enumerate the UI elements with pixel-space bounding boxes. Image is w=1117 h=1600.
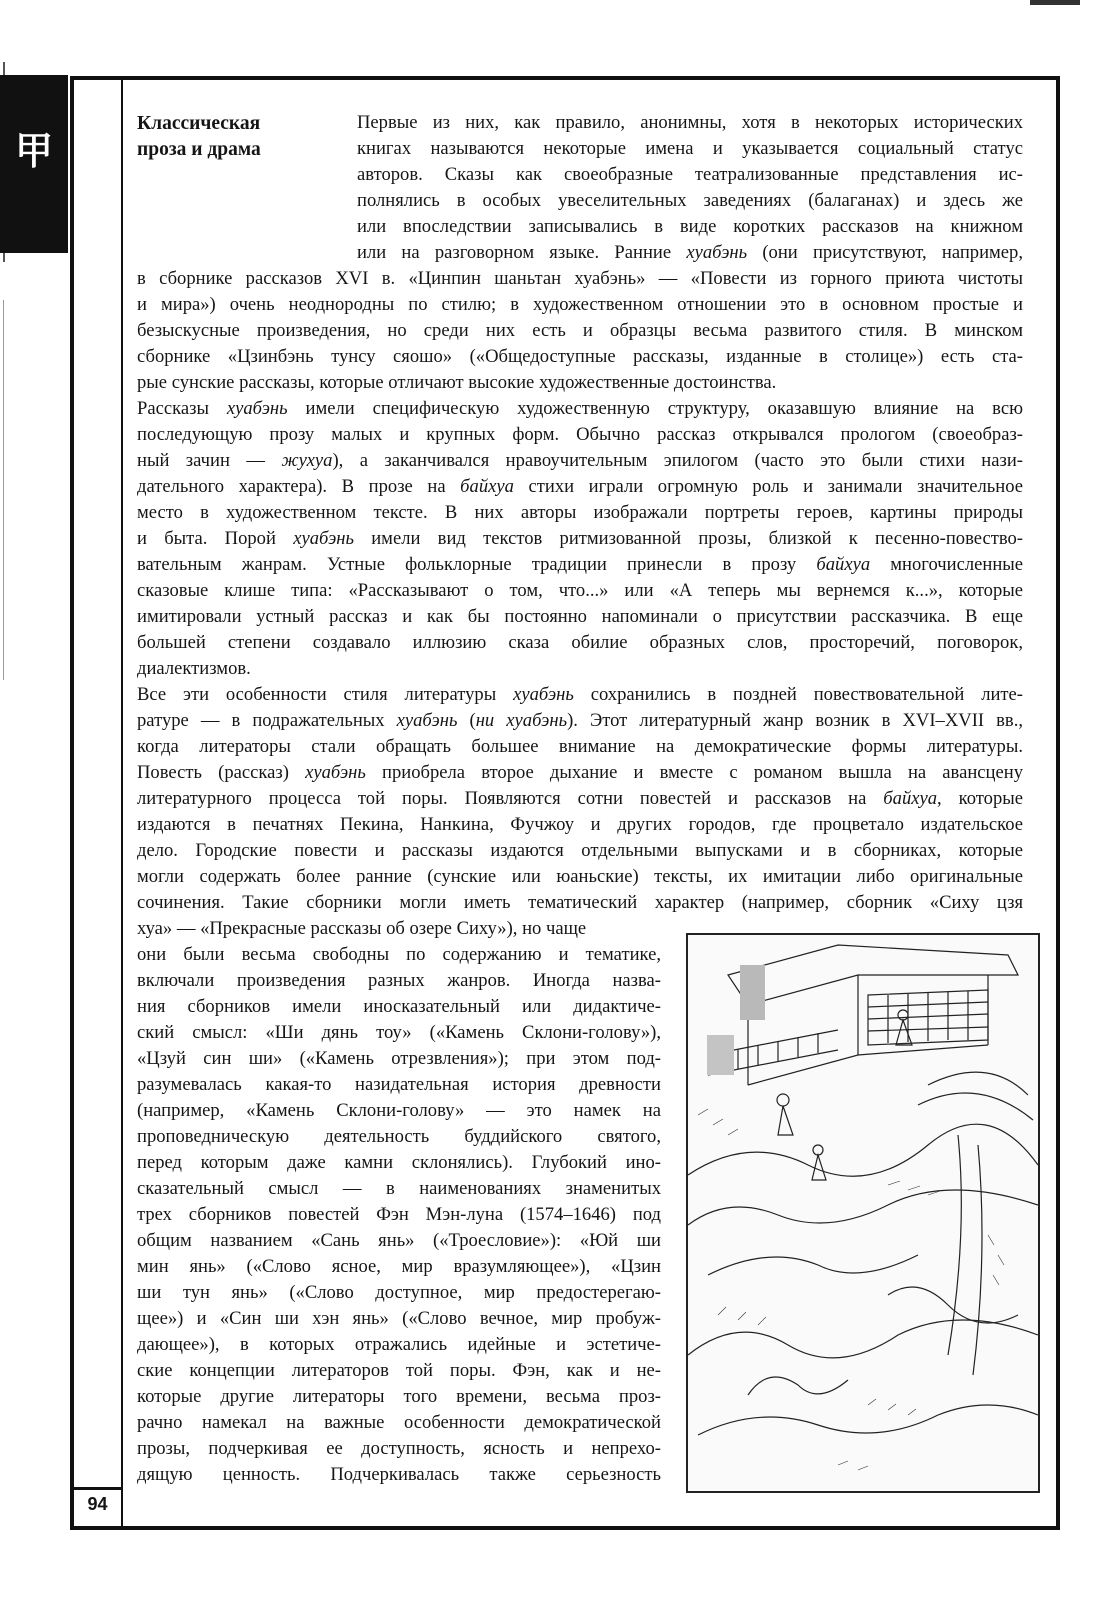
text-line: ский смысл: «Ши дянь тоу» («Камень Склони-голову»), (137, 1022, 661, 1043)
text-line: щее») и «Син ши хэн янь» («Слово вечное, мир пробуж- (137, 1308, 661, 1329)
text-line: (например, «Камень Склони-голову» — это намек на (137, 1100, 661, 1121)
text-line: разумевалась какая-то назидательная история древности (137, 1074, 661, 1095)
text-line: имитировали устный рассказ и как бы постоянно напоминали о присутствии рассказчика. В еще (137, 606, 1023, 627)
section-heading-line: Классическая (137, 113, 261, 134)
text-line: включали произведения разных жанров. Иногда назва- (137, 970, 661, 991)
text-line: «Цзуй син ши» («Камень отрезвления»); при этом под- (137, 1048, 661, 1069)
text-line: издаются в печатнях Пекина, Нанкина, Фучжоу и других городов, где процветало издательское (137, 814, 1023, 835)
text-line: дательного характера). В прозе на байхуа стихи играли огромную роль и занимали значительное (137, 476, 1023, 497)
text-line: мин янь» («Слово ясное, мир вразумляющее»), «Цзин (137, 1256, 661, 1277)
text-line: полнялись в особых увеселительных заведениях (балаганах) и здесь же (357, 190, 1023, 211)
section-heading-line: проза и драма (137, 139, 261, 160)
text-line: Повесть (рассказ) хуабэнь приобрела второе дыхание и вместе с романом вышла на авансцену (137, 762, 1024, 783)
text-line: дело. Городские повести и рассказы издаются отдельными выпусками и в сборниках, которые (137, 840, 1023, 861)
text-line: место в художественном тексте. В них авторы изображали портреты героев, картины природы (137, 502, 1023, 523)
text-line: хуа» — «Прекрасные рассказы об озере Сиху»), но чаще (137, 918, 587, 939)
text-line: Первые из них, как правило, анонимны, хотя в некоторых исторических (357, 112, 1023, 133)
text-line: и быта. Порой хуабэнь имели вид текстов ритмизованной прозы, близкой к песенно-повество- (137, 528, 1023, 549)
text-line: сборнике «Цзинбэнь тунсу сяошо» («Общедоступные рассказы, изданные в столице») есть ста- (137, 346, 1023, 367)
text-line: вательным жанрам. Устные фольклорные традиции принесли в прозу байхуа многочисленные (137, 554, 1024, 575)
section-tab (0, 75, 68, 253)
blurred-region (707, 1035, 734, 1075)
text-line: сочинения. Такие сборники могли иметь тематический характер (например, сборник «Сиху цзя (137, 892, 1023, 913)
text-line: дящую ценность. Подчеркивалась также серьезность (137, 1464, 661, 1485)
text-line: они были весьма свободны по содержанию и тематике, (137, 944, 661, 965)
text-line: или впоследствии записывались в виде коротких рассказов на книжном (357, 216, 1023, 237)
gutter-divider (121, 76, 123, 1530)
text-line: когда литераторы стали обращать большее внимание на демократические формы литературы. (137, 736, 1023, 757)
text-line: ный зачин — жухуа), а заканчивался нравоучительным эпилогом (часто это были стихи нази- (137, 450, 1023, 471)
text-line: Все эти особенности стиля литературы хуабэнь сохранились в поздней повествовательной лите- (137, 684, 1023, 705)
text-line: рые сунские рассказы, которые отличают высокие художественные достоинства. (137, 372, 777, 393)
text-line: трех сборников повестей Фэн Мэн-луна (1574–1646) под (137, 1204, 661, 1225)
text-line: Рассказы хуабэнь имели специфическую художественную структуру, оказавшую влияние на всю (137, 398, 1023, 419)
text-line: ния сборников имели иносказательный или дидактиче- (137, 996, 661, 1017)
text-line: могли содержать более ранние (сунские или юаньские) тексты, их имитации либо оригинальные (137, 866, 1023, 887)
section-glyph: 甲 (14, 128, 53, 173)
text-line: сказательный смысл — в наименованиях знаменитых (137, 1178, 661, 1199)
text-line: ши тун янь» («Слово доступное, мир предостерегаю- (137, 1282, 661, 1303)
scan-mark (1030, 0, 1080, 5)
text-line: прозы, подчеркивая ее доступность, ясность и непрехо- (137, 1438, 661, 1459)
text-line: или на разговорном языке. Ранние хуабэнь (они присутствуют, например, (357, 242, 1023, 263)
text-line: литературного процесса той поры. Появляются сотни повестей и рассказов на байхуа, которые (137, 788, 1023, 809)
page-number: 94 (87, 1494, 108, 1514)
scan-edge-mark (3, 300, 4, 680)
text-line: дающее»), в которых отражались идейные и эстетиче- (137, 1334, 661, 1355)
text-line: перед которым даже камни склонялись). Глубокий ино- (137, 1152, 661, 1173)
text-line: диалектизмов. (137, 658, 251, 679)
text-line: книгах называются некоторые имена и указывается социальный статус (357, 138, 1023, 159)
text-line: безыскусные произведения, но среди них есть и образцы весьма развитого стиля. В минском (137, 320, 1023, 341)
text-line: ские концепции литераторов той поры. Фэн, как и не- (137, 1360, 661, 1381)
text-line: проповедническую деятельность буддийского святого, (137, 1126, 661, 1147)
text-line: авторов. Сказы как своеобразные театрализованные представления ис- (357, 164, 1023, 185)
blurred-region (740, 965, 765, 1020)
text-line: сказовые клише типа: «Рассказывают о том, что...» или «А теперь мы вернемся к...», которые (137, 580, 1023, 601)
text-line: и мира») очень неоднородны по стилю; в художественном отношении это в основном простые и (137, 294, 1023, 315)
section-heading (137, 111, 342, 163)
text-line: общим названием «Сань янь» («Троесловие»): «Юй ши (137, 1230, 661, 1251)
text-line: ратуре — в подражательных хуабэнь (ни хуабэнь). Этот литературный жанр возник в XVI–XVII вв., (137, 710, 1023, 731)
text-line: большей степени создавало иллюзию сказа обилие образных слов, просторечий, поговорок, (137, 632, 1023, 653)
text-line: последующую прозу малых и крупных форм. Обычно рассказ открывался прологом (своеобраз- (137, 424, 1023, 445)
text-line: в сборнике рассказов XVI в. «Цинпин шаньтан хуабэнь» — «Повести из горного приюта чистоты (137, 268, 1023, 289)
text-line: которые другие литераторы того времени, весьма проз- (137, 1386, 661, 1407)
text-line: рачно намекал на важные особенности демократической (137, 1412, 661, 1433)
